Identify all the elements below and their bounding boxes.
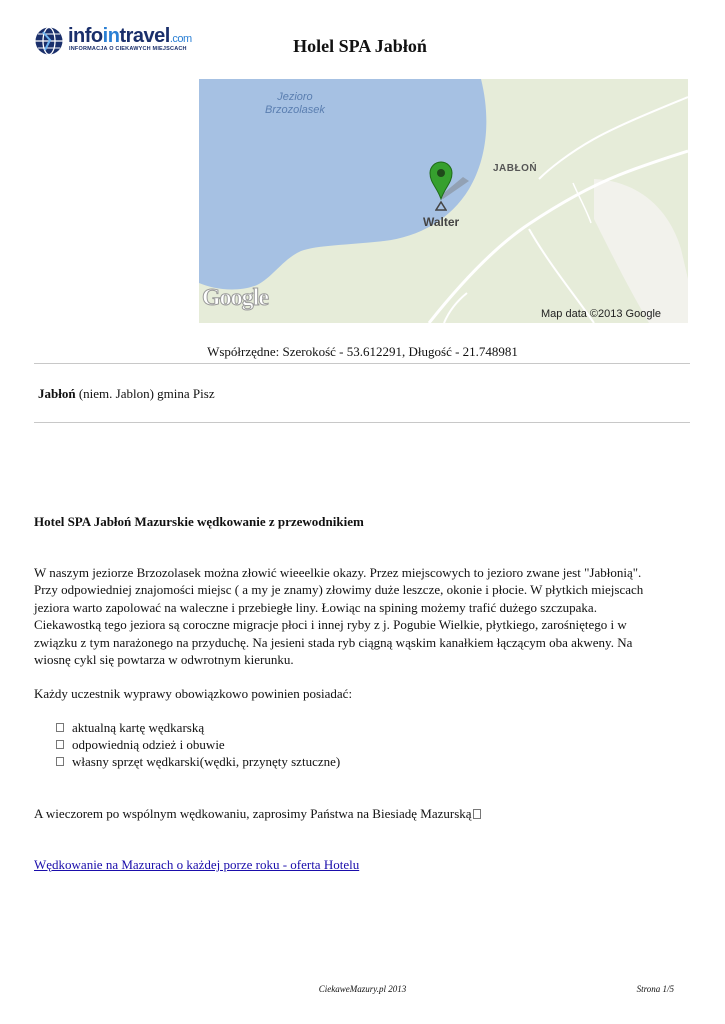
bullet-icon <box>56 740 64 749</box>
list-item: własny sprzęt wędkarski(wędki, przynęty sztuczne) <box>56 753 340 770</box>
list-item: odpowiednią odzież i obuwie <box>56 736 340 753</box>
bullet-icon <box>56 723 64 732</box>
village-label: JABŁOŃ <box>493 163 538 174</box>
globe-icon <box>34 26 64 56</box>
map-attribution[interactable]: Map data ©2013 Google <box>541 308 662 320</box>
logo-wordmark: infointravel.com <box>68 25 192 47</box>
site-logo[interactable] <box>34 24 214 64</box>
offer-link[interactable]: Wędkowanie na Mazurach o każdej porze roku - oferta Hotelu <box>34 857 360 872</box>
article-paragraph: W naszym jeziorze Brzozolasek można złowić wieeelkie okazy. Przez miejscowych to jezioro zwane jest "Jabłonią". Przy odpowiedniej znajomości miejsc ( a my je znamy) złowimy duże leszcze, okonie i płocie. W płytkich miejscach jeziora warto zapolować na waleczne i przebiegłe liny. Łowiąc na spining możemy trafić dużego szczupaka. Ciekawostką tego jeziora są coroczne migracje płoci i innej ryby z j. Pogubie Wielkie, płytkiego, zarośniętego i w związku z tym narażonego na przyduchę. Na jesieni stada ryb ciągną wąskim kanałkiem łączącym oba akweny. Na wiosnę cykl się powtarza w odwrotnym kierunku. <box>34 565 644 668</box>
place-summary <box>38 386 215 402</box>
equipment-list <box>56 719 340 770</box>
divider <box>34 363 690 364</box>
marker-label: Walter <box>423 215 460 229</box>
page-number: Strona 1/5 <box>636 984 674 994</box>
google-logo[interactable]: Google <box>202 285 268 311</box>
lake-label: Jezioro Brzozolasek <box>265 91 325 116</box>
campsite-icon <box>435 201 447 211</box>
page-title: Holel SPA Jabłoń <box>293 36 427 56</box>
list-item: aktualną kartę wędkarską <box>56 719 340 736</box>
place-details: (niem. Jablon) gmina Pisz <box>75 386 215 401</box>
bullet-icon <box>56 757 64 766</box>
list-intro: Każdy uczestnik wyprawy obowiązkowo powinien posiadać: <box>34 686 353 701</box>
missing-glyph-icon <box>473 809 481 819</box>
coordinates: Współrzędne: Szerokość - 53.612291, Długość - 21.748981 <box>207 344 518 359</box>
map-pin-icon[interactable] <box>425 159 475 209</box>
footer-source: CiekaweMazury.pl 2013 <box>318 984 407 994</box>
closing-text: A wieczorem po wspólnym wędkowaniu, zaprosimy Państwa na Biesiadę Mazurską <box>34 806 481 822</box>
divider <box>34 422 690 423</box>
place-name: Jabłoń <box>38 386 76 401</box>
logo-tagline: INFORMACJA O CIEKAWYCH MIEJSCACH <box>69 46 187 52</box>
article-heading: Hotel SPA Jabłoń Mazurskie wędkowanie z przewodnikiem <box>34 514 364 529</box>
location-map[interactable] <box>199 79 688 323</box>
